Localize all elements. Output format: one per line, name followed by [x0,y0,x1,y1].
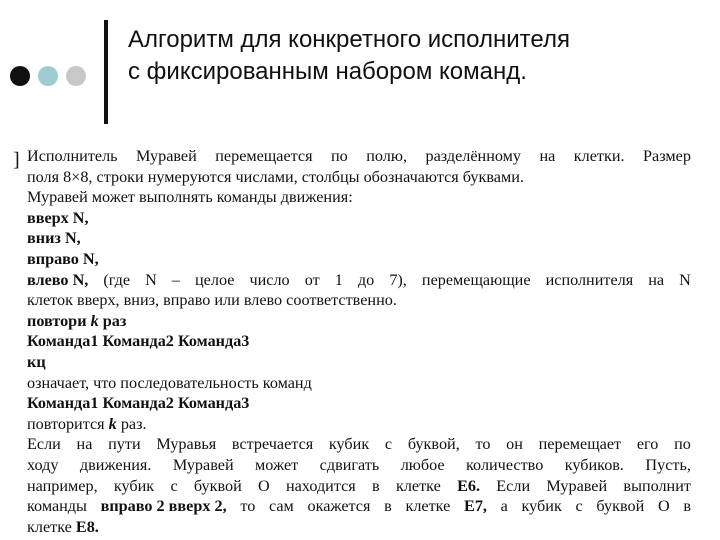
bullet-mark: ] [13,149,20,171]
body-text [27,146,691,537]
text-line-14: повторится k раз. [27,414,147,433]
text-line-18: команды вправо 2 вверх 2, то сам окажется в клетке E7, а кубик с буквой О в [27,497,691,516]
commands-sequence-1: Команда1 Команда2 Команда3 [27,332,250,351]
slide-title-line-1: Алгоритм для конкретного исполнителя [128,26,570,53]
loop-end: кц [27,352,46,371]
text-line-7: влево N, (где N – целое число от 1 до 7), перемещающие исполнителя на N [27,270,691,289]
slide-title-line-2: с фиксированным набором команд. [128,58,527,85]
command-up: вверх N, [27,208,89,227]
title-divider-line [104,20,108,124]
text-line-19: клетке E8. [27,517,99,536]
dot-teal [38,66,58,86]
text-line-2: поля 8×8, строки нумеруются числами, столбцы обозначаются буквами. [27,167,524,186]
decorative-dots [10,66,86,86]
text-line-17: например, кубик с буквой О находится в клетке E6. Если Муравей выполнит [27,476,691,495]
slide-title [128,24,708,88]
text-line-1: Исполнитель Муравей перемещается по полю, разделённому на клетки. Размер [27,147,691,165]
dot-black [10,66,30,86]
command-right: вправо N, [27,249,99,268]
text-line-12: означает, что последовательность команд [27,373,312,392]
repeat-command: повтори k раз [27,311,127,330]
text-line-8: клеток вверх, вниз, вправо или влево соответственно. [27,291,397,310]
commands-sequence-2: Команда1 Команда2 Команда3 [27,394,250,413]
text-line-15: Если на пути Муравья встречается кубик с буквой, то он перемещает его по [27,435,691,454]
command-down: вниз N, [27,229,81,248]
text-line-16: ходу движения. Муравей может сдвигать любое количество кубиков. Пусть, [27,455,691,474]
dot-gray [66,66,86,86]
text-line-3: Муравей может выполнять команды движения: [27,188,353,207]
